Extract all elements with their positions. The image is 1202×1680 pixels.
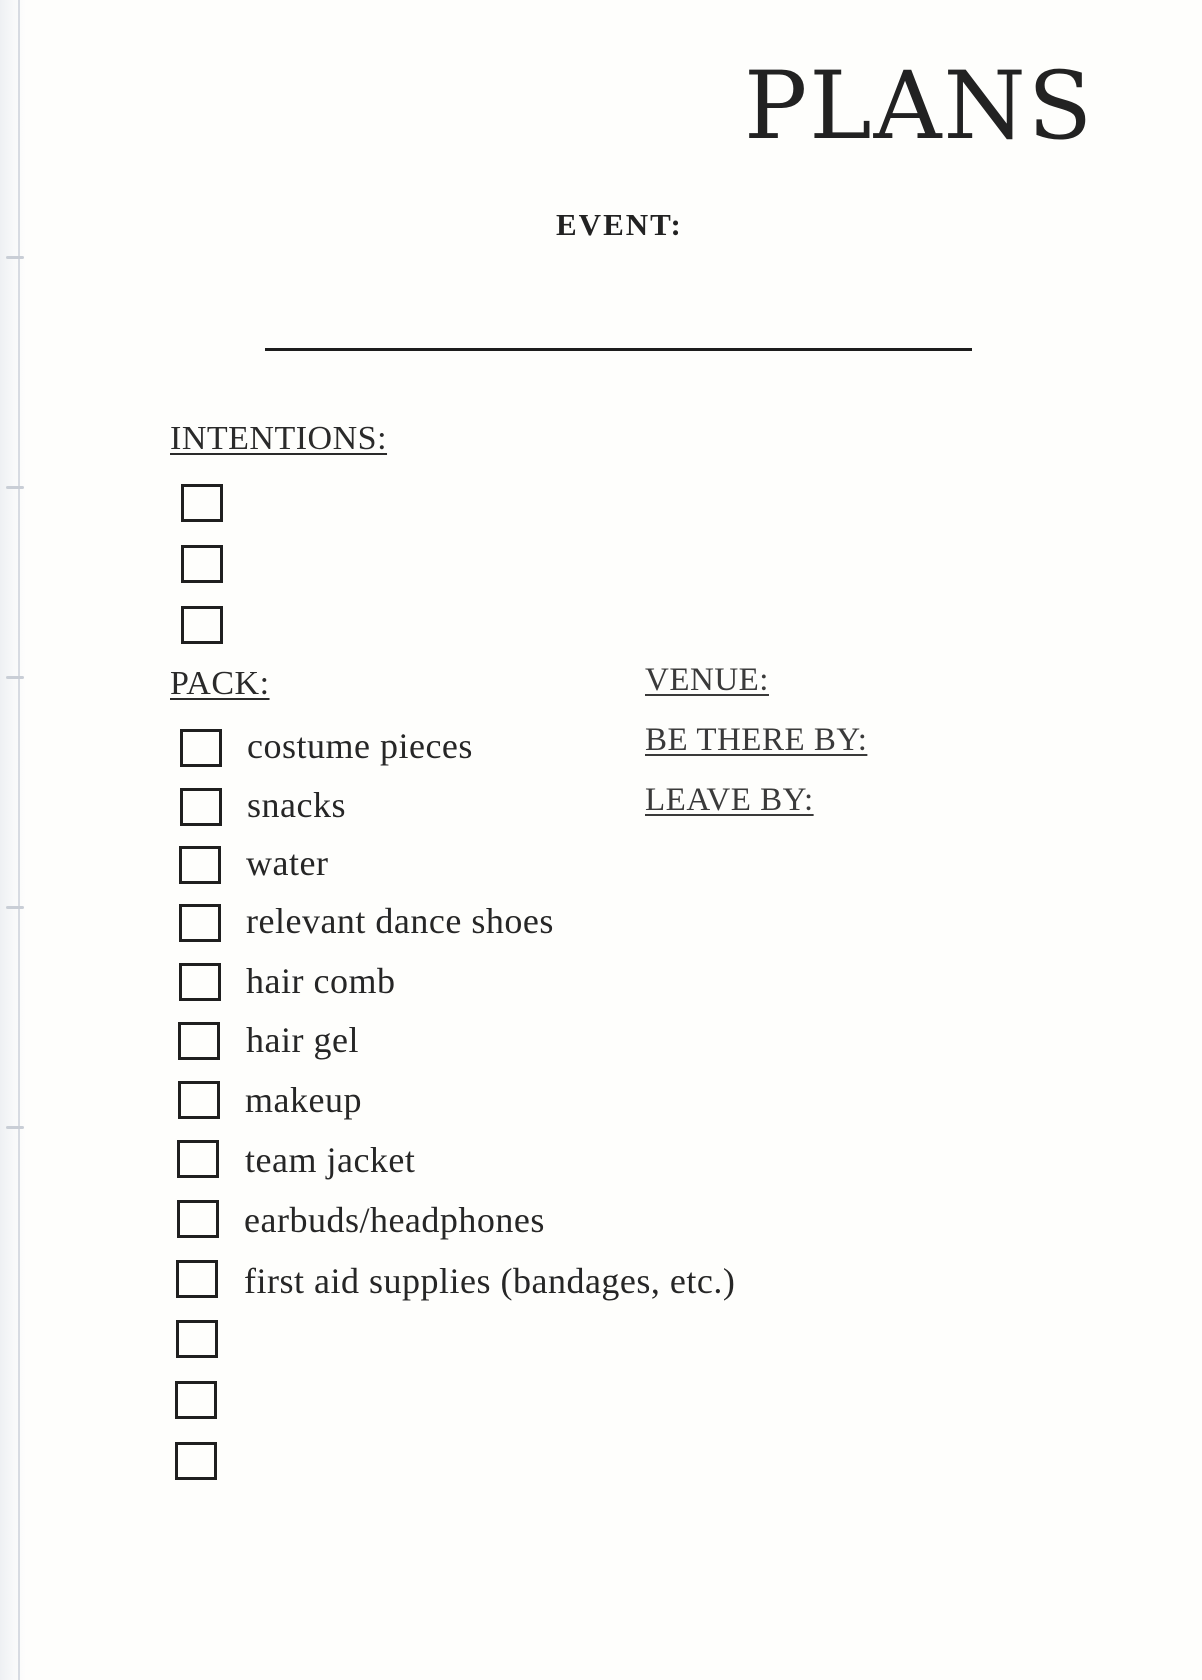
pack-item-label: hair comb bbox=[246, 961, 396, 1001]
pack-checkbox-3[interactable] bbox=[179, 846, 221, 884]
pack-item-label: costume pieces bbox=[247, 726, 473, 766]
pack-checkbox-5[interactable] bbox=[179, 963, 221, 1001]
pack-item-label: makeup bbox=[245, 1080, 362, 1120]
pack-checkbox-11[interactable] bbox=[176, 1320, 218, 1358]
intentions-heading: INTENTIONS: bbox=[170, 420, 388, 457]
pack-checkbox-9[interactable] bbox=[177, 1200, 219, 1238]
venue-label: VENUE: bbox=[645, 662, 769, 698]
pack-checkbox-7[interactable] bbox=[178, 1081, 220, 1119]
pack-checkbox-1[interactable] bbox=[180, 729, 222, 767]
event-write-line[interactable] bbox=[265, 348, 972, 351]
event-label: EVENT: bbox=[556, 207, 683, 242]
pack-item-label: relevant dance shoes bbox=[246, 901, 554, 941]
be-there-by-label: BE THERE BY: bbox=[645, 722, 868, 758]
intention-checkbox-1[interactable] bbox=[181, 484, 223, 522]
binding-notch bbox=[6, 1126, 24, 1129]
pack-checkbox-10[interactable] bbox=[176, 1260, 218, 1298]
pack-item-label: hair gel bbox=[246, 1020, 359, 1060]
leave-by-label: LEAVE BY: bbox=[645, 782, 814, 818]
pack-checkbox-12[interactable] bbox=[175, 1381, 217, 1419]
binding-notch bbox=[6, 486, 24, 489]
pack-checkbox-13[interactable] bbox=[175, 1442, 217, 1480]
binding-edge-line bbox=[18, 0, 20, 1680]
pack-checkbox-8[interactable] bbox=[177, 1140, 219, 1178]
pack-checkbox-6[interactable] bbox=[178, 1022, 220, 1060]
pack-checkbox-2[interactable] bbox=[180, 788, 222, 826]
binding-notch bbox=[6, 676, 24, 679]
pack-item-label: team jacket bbox=[245, 1140, 416, 1180]
pack-item-label: first aid supplies (bandages, etc.) bbox=[244, 1261, 736, 1301]
pack-checkbox-4[interactable] bbox=[179, 904, 221, 942]
pack-heading: PACK: bbox=[170, 665, 270, 702]
pack-item-label: water bbox=[246, 843, 329, 883]
intention-checkbox-2[interactable] bbox=[181, 545, 223, 583]
binding-notch bbox=[6, 256, 24, 259]
pack-item-label: snacks bbox=[247, 785, 346, 825]
intention-checkbox-3[interactable] bbox=[181, 606, 223, 644]
spiral-binding bbox=[0, 0, 26, 1680]
pack-item-label: earbuds/headphones bbox=[244, 1200, 545, 1240]
binding-notch bbox=[6, 906, 24, 909]
page-title: PLANS bbox=[744, 52, 1095, 161]
